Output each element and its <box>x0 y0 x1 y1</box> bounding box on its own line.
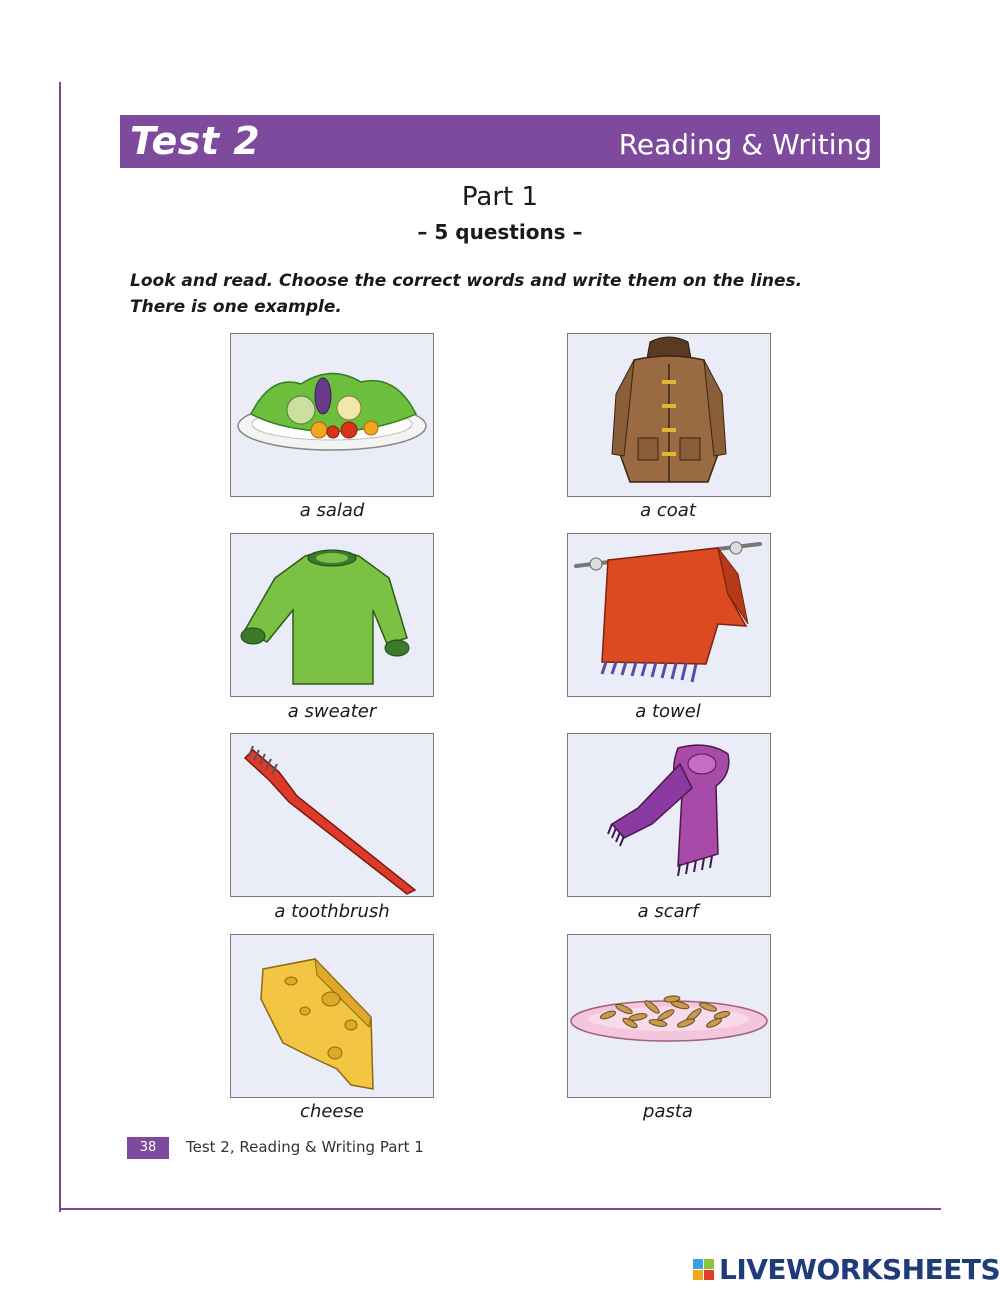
caption-towel: a towel <box>635 701 701 722</box>
picture-card-coat <box>567 333 771 497</box>
caption-toothbrush: a toothbrush <box>274 901 390 922</box>
picture-card-salad <box>230 333 434 497</box>
footer-text: Test 2, Reading & Writing Part 1 <box>186 1138 424 1156</box>
caption-salad: a salad <box>299 500 365 521</box>
cheese-icon <box>231 935 433 1097</box>
page-frame-bottom <box>59 1208 941 1210</box>
part-title: Part 1 <box>461 182 539 212</box>
pasta-icon <box>568 935 770 1097</box>
instructions <box>130 268 870 320</box>
picture-card-toothbrush <box>230 733 434 897</box>
picture-card-pasta <box>567 934 771 1098</box>
section-label: Reading & Writing <box>618 128 872 161</box>
caption-pasta: pasta <box>643 1101 693 1122</box>
caption-sweater: a sweater <box>287 701 377 722</box>
page-number: 38 <box>127 1137 169 1159</box>
instruction-line-1: Look and read. Choose the correct words and write them on the lines. <box>130 271 803 291</box>
page-frame-left <box>59 82 61 1212</box>
liveworksheets-icon <box>693 1259 715 1281</box>
header-banner <box>120 115 880 168</box>
part-subtitle: – 5 questions – <box>417 220 583 244</box>
coat-icon <box>568 334 770 496</box>
liveworksheets-logo <box>693 1253 1000 1287</box>
test-label: Test 2 <box>130 119 261 163</box>
towel-icon <box>568 534 770 696</box>
liveworksheets-wordmark: LIVEWORKSHEETS <box>719 1253 1000 1286</box>
caption-coat: a coat <box>640 500 696 521</box>
caption-scarf: a scarf <box>637 901 699 922</box>
picture-card-sweater <box>230 533 434 697</box>
caption-cheese: cheese <box>300 1101 364 1122</box>
toothbrush-icon <box>231 734 433 896</box>
scarf-icon <box>568 734 770 896</box>
picture-card-cheese <box>230 934 434 1098</box>
picture-card-scarf <box>567 733 771 897</box>
salad-icon <box>231 334 433 496</box>
picture-card-towel <box>567 533 771 697</box>
instruction-line-2: There is one example. <box>130 297 342 317</box>
sweater-icon <box>231 534 433 696</box>
